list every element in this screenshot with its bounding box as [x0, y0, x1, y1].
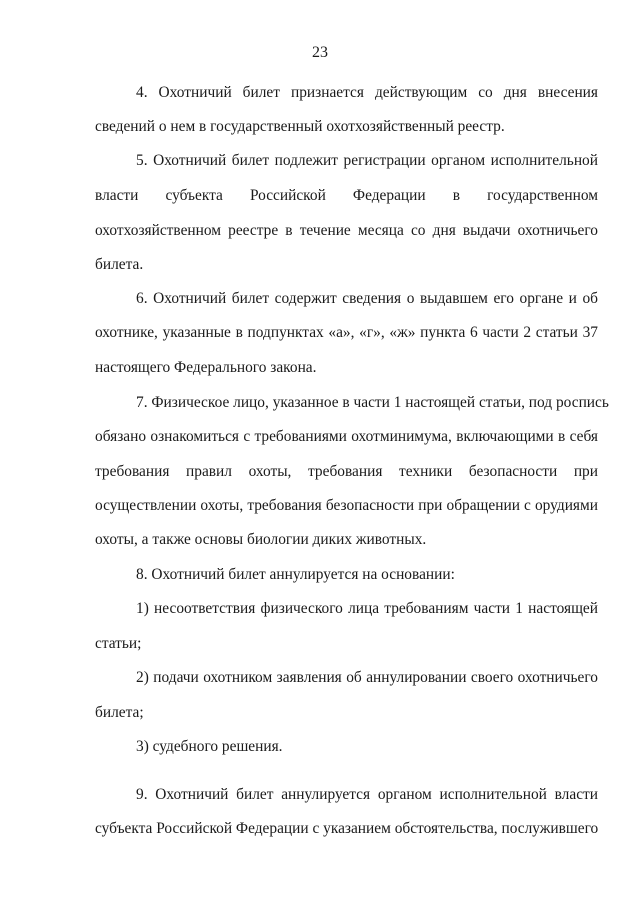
text-line: власти субъекта Российской Федерации в государственном [95, 187, 598, 204]
text-line: требования правил охоты, требования техники безопасности при [95, 463, 598, 480]
text-line: 2) подачи охотником заявления об аннулировании своего охотничьего [136, 669, 598, 686]
page-number: 23 [312, 44, 328, 61]
text-line: охоты, а также основы биологии диких животных. [95, 531, 427, 548]
text-line: сведений о нем в государственный охотхозяйственный реестр. [95, 118, 505, 135]
text-line: субъекта Российской Федерации с указанием обстоятельства, послужившего [95, 820, 599, 837]
text-line: билета; [95, 704, 144, 721]
text-line: обязано ознакомиться с требованиями охотминимума, включающими в себя [95, 428, 598, 445]
text-line: 3) судебного решения. [136, 738, 283, 755]
text-line: 5. Охотничий билет подлежит регистрации органом исполнительной [136, 152, 598, 169]
text-line: билета. [95, 256, 144, 273]
text-line: статьи; [95, 635, 142, 652]
text-line: 6. Охотничий билет содержит сведения о выдавшем его органе и об [136, 290, 598, 307]
text-line: охотнике, указанные в подпунктах «а», «г», «ж» пункта 6 части 2 статьи 37 [95, 324, 598, 341]
text-line: 7. Физическое лицо, указанное в части 1 настоящей статьи, под роспись [136, 394, 609, 411]
text-line: настоящего Федерального закона. [95, 359, 317, 376]
text-line: осуществлении охоты, требования безопасности при обращении с орудиями [95, 497, 598, 514]
text-line: охотхозяйственном реестре в течение месяца со дня выдачи охотничьего [95, 222, 598, 239]
text-line: 8. Охотничий билет аннулируется на основании: [136, 566, 455, 583]
text-line: 4. Охотничий билет признается действующим со дня внесения [136, 84, 598, 101]
text-line: 9. Охотничий билет аннулируется органом исполнительной власти [136, 786, 598, 803]
text-line: 1) несоответствия физического лица требованиям части 1 настоящей [136, 600, 598, 617]
